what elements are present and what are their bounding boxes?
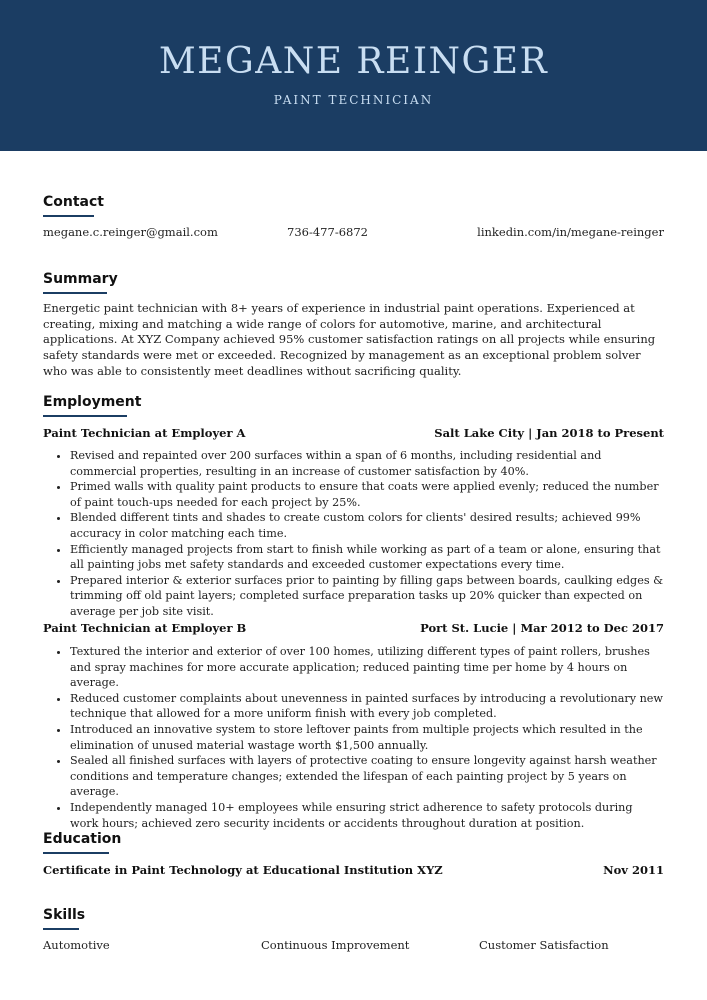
- list-item: • Prepared interior & exterior surfaces prior to painting by filling gaps between boards, caulking edges & trimming off old paint layers; completed surface preparation tasks up 20% quicker than expected on average per job site visit.: [70, 573, 664, 620]
- summary-title-text: Summary: [43, 271, 118, 287]
- candidate-role: PAINT TECHNICIAN: [273, 93, 434, 107]
- summary-text: Energetic paint technician with 8+ years of experience in industrial paint operations. Experienced at creating, mixing and matching a wide range of colors for automotive, marine, and architectural applications. At XYZ Company achieved 95% customer satisfaction ratings on all projects while ensuring safety standards were met or exceeded. Recognized by management as an exceptional problem solver who was able to consistently meet deadlines without sacrificing quality.: [43, 301, 656, 378]
- education-title-rule: [43, 852, 109, 854]
- summary-section-title: [43, 271, 118, 294]
- job-position: Paint Technician at Employer A: [43, 426, 246, 440]
- list-item: • Primed walls with quality paint products to ensure that coats were applied evenly; reduced the number of paint touch-ups needed for each project by 25%.: [70, 479, 664, 510]
- skill-item: Customer Satisfaction: [479, 938, 609, 952]
- list-item: • Blended different tints and shades to create custom colors for clients' desired results; achieved 99% accuracy in color matching each time.: [70, 510, 664, 541]
- list-item: • Sealed all finished surfaces with layers of protective coating to ensure longevity against harsh weather conditions and temperature changes; extended the lifespan of each painting project by 5 years on average.: [70, 753, 664, 800]
- job-header: [43, 621, 664, 635]
- employment-title-text: Employment: [43, 394, 142, 410]
- list-item: • Introduced an innovative system to store leftover paints from multiple projects which resulted in the elimination of unused material wastage worth $1,500 annually.: [70, 722, 664, 753]
- contact-row: [43, 225, 664, 239]
- education-title-text: Education: [43, 831, 122, 847]
- contact-linkedin[interactable]: linkedin.com/in/megane-reinger: [477, 225, 664, 239]
- job-bullets: [43, 644, 664, 831]
- education-section-title: [43, 831, 121, 854]
- resume-header: [0, 0, 707, 151]
- skill-item: Continuous Improvement: [261, 938, 410, 952]
- job-location-dates: Port St. Lucie | Mar 2012 to Dec 2017: [420, 621, 664, 635]
- employment-title-rule: [43, 415, 127, 417]
- list-item: • Efficiently managed projects from start to finish while working as part of a team or alone, ensuring that all painting jobs met safety standards and exceeded customer expectations every time.: [70, 542, 664, 573]
- list-item: • Reduced customer complaints about unevenness in painted surfaces by introducing a revolutionary new technique that allowed for a more uniform finish with every job completed.: [70, 691, 664, 722]
- job-position: Paint Technician at Employer B: [43, 621, 247, 635]
- candidate-name: MEGANE REINGER: [158, 41, 549, 82]
- list-item: • Revised and repainted over 200 surfaces within a span of 6 months, including residential and commercial properties, resulting in an increase of customer satisfaction by 40%.: [70, 448, 664, 479]
- summary-title-rule: [43, 292, 107, 294]
- job-header: [43, 426, 664, 440]
- contact-phone[interactable]: 736-477-6872: [287, 225, 368, 239]
- contact-title-text: Contact: [43, 194, 104, 210]
- contact-email[interactable]: megane.c.reinger@gmail.com: [43, 225, 218, 239]
- employment-section-title: [43, 394, 141, 417]
- education-row: [43, 863, 664, 877]
- job-location-dates: Salt Lake City | Jan 2018 to Present: [434, 426, 664, 440]
- list-item: • Independently managed 10+ employees while ensuring strict adherence to safety protocols during work hours; achieved zero security incidents or accidents throughout duration at position.: [70, 800, 664, 831]
- contact-section-title: [43, 194, 104, 217]
- job-bullets: [43, 448, 664, 620]
- skill-item: Automotive: [43, 938, 110, 952]
- education-degree: Certificate in Paint Technology at Educational Institution XYZ: [43, 863, 443, 877]
- skills-title-text: Skills: [43, 907, 86, 923]
- contact-title-rule: [43, 215, 94, 217]
- skills-title-rule: [43, 928, 79, 930]
- education-date: Nov 2011: [603, 863, 664, 877]
- list-item: • Textured the interior and exterior of over 100 homes, utilizing different types of paint rollers, brushes and spray machines for more accurate application; reduced painting time per home by 4 hours on average.: [70, 644, 664, 691]
- skills-section-title: [43, 907, 85, 930]
